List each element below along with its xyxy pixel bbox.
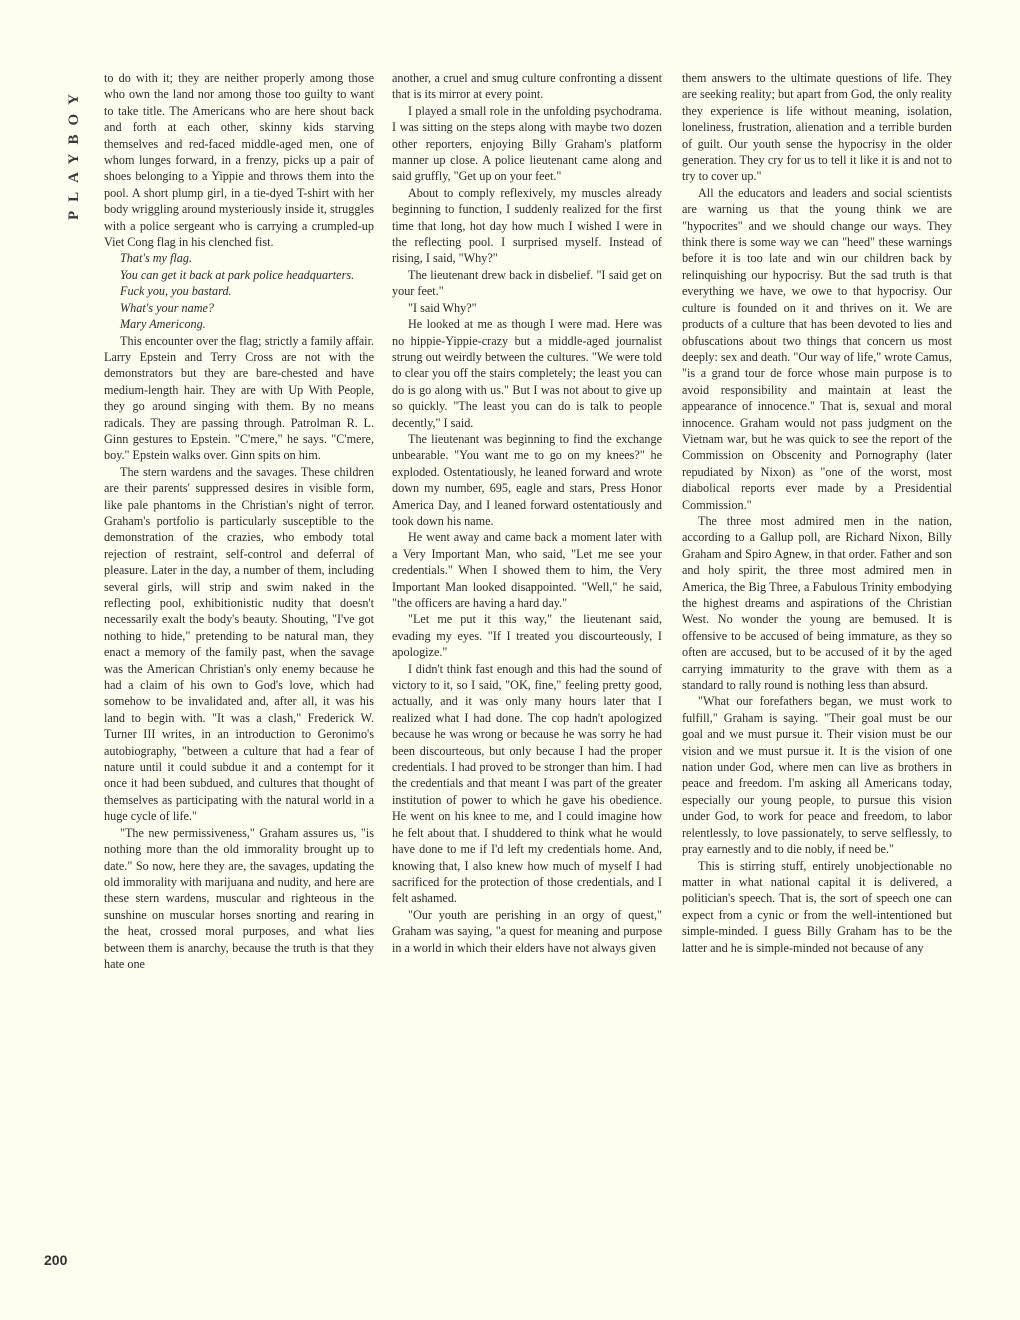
masthead-text: PLAYBOY xyxy=(66,85,82,220)
masthead xyxy=(44,70,104,220)
paragraph: About to comply reflexively, my muscles already beginning to function, I suddenly realized for the first time that long, hot day how much I wished I were in the reflecting pool. I surprised myself. Instead of rising, I said, "Why?" xyxy=(392,185,662,266)
paragraph: "Our youth are perishing in an orgy of quest," Graham was saying, "a quest for meaning and purpose in a world in which their elders have not always given xyxy=(392,907,662,955)
paragraph: The lieutenant was beginning to find the exchange unbearable. "You want me to go on my knees?" he exploded. Ostentatiously, he leaned forward and wrote down my number, 695, eagle and stars, Press Honor America Day, and I leaned forward ostentatiously and took down his name. xyxy=(392,431,662,528)
paragraph: "The new permissiveness," Graham assures us, "is nothing more than the old immorality brought up to date." So now, here they are, the savages, updating the old immorality with marijuana and nudity, and here are these stern wardens, muscular and righteous in the sunshine on muscular horses snorting and rearing in the heat, crossed moral purposes, and what lies between them is anarchy, because the truth is that they hate one xyxy=(104,825,374,971)
paragraph: What's your name? xyxy=(120,300,215,315)
page-number: 200 xyxy=(44,1252,68,1268)
paragraph: to do with it; they are neither properly among those who own the land nor among those too guilty to want to take title. The Americans who are here shout back and forth at each other, skinny kids starving themselves and red-faced middle-aged men, one of whom lunges forward, in a frenzy, picks up a pair of shoes belonging to a Yippie and throws them into the pool. A short plump girl, in a tie-dyed T-shirt with her body wriggling around mysteriously inside it, struggles with a police sergeant who is carrying a crumpled-up Viet Cong flag in his clenched fist. xyxy=(104,71,374,250)
paragraph: The three most admired men in the nation, according to a Gallup poll, are Richard Nixon, Billy Graham and Spiro Agnew, in that order. Father and son and holy spirit, the three most admired men in America, the Big Three, a Fabulous Trinity embodying the highest dreams and aspirations of the Christian West. No wonder the young are bemused. It is offensive to be accused of being immature, as they so often are accused, but to be accused of it by the aged carrying immaturity to the grave with them as a standard to rally round is nothing less than absurd. xyxy=(682,513,952,693)
paragraph: He looked at me as though I were mad. Here was no hippie-Yippie-crazy but a middle-aged journalist strung out weirdly between the cultures. "We were told to clear you off the stairs completely; the least you can do is go along with us." But I was not about to give up so quickly. "The least you can do is talk to people decently," I said. xyxy=(392,317,662,430)
text-column-2 xyxy=(392,70,662,1270)
paragraph: "I said Why?" xyxy=(408,300,477,315)
paragraph: "Let me put it this way," the lieutenant said, evading my eyes. "If I treated you discourteously, I apologize." xyxy=(392,612,662,660)
paragraph: I didn't think fast enough and this had the sound of victory to it, so I said, "OK, fine," feeling pretty good, actually, and it was only many hours later that I realized what I had done. The cop hadn't apologized because he was wrong or because he was sorry he had been discourteous, but only because I had the proper credentials. I had proved to be stronger than him. I had the credentials and that meant I was part of the greater institution of power to which he gave his obedience. He went on his knee to me, and I could imagine how he felt about that. I shuddered to think what he would have done to me if I'd left my credentials home. And, knowing that, I also knew how much of myself I had sacrificed for the protection of those credentials, and I felt ashamed. xyxy=(392,661,662,906)
text-column-3 xyxy=(682,70,952,1270)
paragraph: The lieutenant drew back in disbelief. "I said get on your feet." xyxy=(392,267,662,299)
paragraph: Fuck you, you bastard. xyxy=(120,284,232,299)
paragraph: You can get it back at park police headquarters. xyxy=(120,267,355,282)
paragraph: This encounter over the flag; strictly a family affair. Larry Epstein and Terry Cross are not with the demonstrators but they are bare-chested and have medium-length hair. They are with Up With People, they go around singing with them. By no means radicals. They are passing through. Patrolman R. L. Ginn gestures to Epstein. "C'mere," he says. "C'mere, boy." Epstein walks over. Ginn spits on him. xyxy=(104,333,374,463)
paragraph: them answers to the ultimate questions of life. They are seeking reality; but apart from God, the only reality they experience is life without meaning, isolation, loneliness, frustration, alienation and a terrible burden of guilt. Our youth sense the hypocrisy in the older generation. They cry for us to tell it like it is and not to try to cover up." xyxy=(682,71,952,184)
paragraph: This is stirring stuff, entirely unobjectionable no matter in what national capital it is delivered, a politician's speech. That is, the sort of speech one can expect from a cynic or from the well-intentioned but simple-minded. I guess Billy Graham has to be the latter and he is simple-minded not because of any xyxy=(682,858,952,955)
paragraph: I played a small role in the unfolding psychodrama. I was sitting on the steps along with maybe two dozen other reporters, enjoying Billy Graham's platform manner up close. A police lieutenant came along and said gruffly, "Get up on your feet." xyxy=(392,103,662,184)
paragraph: another, a cruel and smug culture confronting a dissent that is its mirror at every point. xyxy=(392,71,662,102)
paragraph: He went away and came back a moment later with a Very Important Man, who said, "Let me see your credentials." When I showed them to him, the Very Important Man looked disappointed. "Well," he said, "the officers are having a hard day." xyxy=(392,530,662,610)
paragraph: That's my flag. xyxy=(120,251,193,266)
text-column-1 xyxy=(104,70,374,1270)
paragraph: The stern wardens and the savages. These children are their parents' suppressed desires in visible form, like pale phantoms in the Christian's night of terror. Graham's portfolio is particularly susceptible to the demonstration of the crazies, who embody total rejection of restraint, self-control and deferral of pleasure. Later in the day, a number of them, including several girls, will strip and swim naked in the reflecting pool, exhibitionistic nudity that doesn't necessarily exalt the body's beauty. Shouting, "I've got nothing to hide," pretending to be natural man, they enact a memory of the family past, when the savage was the American Christian's only enemy because he had a claim of his own to God's love, which had somehow to be invalidated and, after all, it was his land to begin with. "It was a clash," Frederick W. Turner III writes, in an introduction to Geronimo's autobiography, "between a culture that had a fear of nature until it could subdue it and a contempt for it once it had been subdued, and cultures that thought of themselves as participating with the natural world in a huge cycle of life." xyxy=(104,464,374,824)
paragraph: "What our forefathers began, we must work to fulfill," Graham is saying. "Their goal must be our goal and we must pursue it. Their vision must be our vision and we must pursue it. It is the vision of one nation under God, where men can live as brothers in peace and freedom. I'm asking all Americans today, especially our young people, to pursue this vision under God, to work for peace and freedom, to labor relentlessly, to love passionately, to serve selflessly, to pray earnestly and to die nobly, if need be." xyxy=(682,694,952,857)
paragraph: Mary Americong. xyxy=(120,317,206,332)
paragraph: All the educators and leaders and social scientists are warning us that the young think we are "hypocrites" and we should change our ways. They think there is some way we can "heed" these warnings before it is too late and win our children back by relinquishing our hypocrisy. But the sad truth is that everything we have, we owe to that hypocrisy. Our culture is founded on it and thrives on it. We are products of a culture that has been devoted to lies and obfuscations about two things that concern us most deeply: sex and death. "Our way of life," wrote Camus, "is a grand tour de force whose main purpose is to avoid responsibility and maintain at least the appearance of innocence." That is, sexual and moral innocence. Graham would not pass judgment on the Vietnam war, but he was quick to see the report of the Commission on Obscenity and Pornography (later repudiated by Nixon) as "one of the worst, most diabolical reports ever made by a Presidential Commission." xyxy=(682,185,952,512)
